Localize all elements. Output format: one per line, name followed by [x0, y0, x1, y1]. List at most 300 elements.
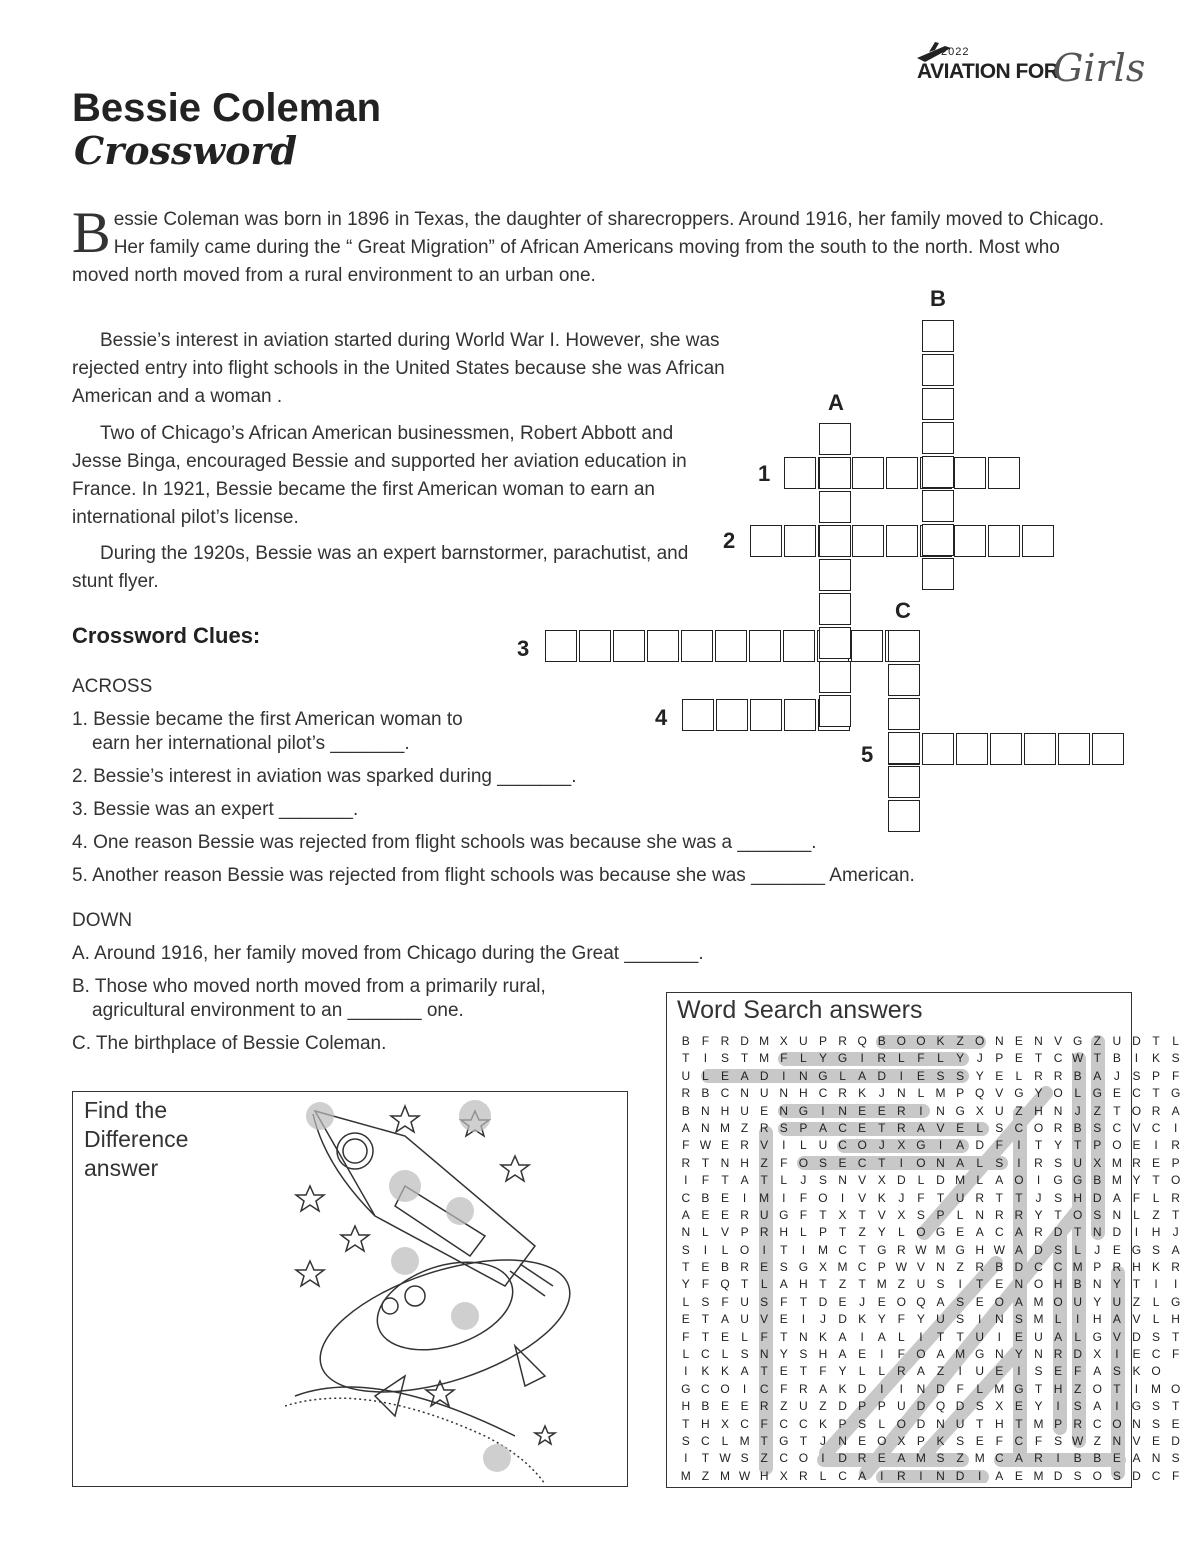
- word-search-letter: B: [877, 1034, 886, 1048]
- word-search-letter: G: [1073, 1173, 1083, 1188]
- word-search-letter: N: [1034, 1347, 1043, 1362]
- word-search-letter: S: [1073, 1399, 1082, 1414]
- word-search-letter: N: [1092, 1277, 1102, 1292]
- word-search-letter: F: [897, 1312, 905, 1327]
- word-search-letter: E: [858, 1120, 867, 1135]
- cell-across-5[interactable]: [956, 733, 988, 765]
- word-search-letter: E: [720, 1399, 729, 1414]
- word-search-letter: I: [1115, 1399, 1119, 1414]
- word-search-letter: R: [896, 1364, 906, 1379]
- word-search-letter: T: [976, 1416, 984, 1431]
- cell-across-2[interactable]: [818, 525, 850, 557]
- word-search-letter: Q: [916, 1294, 926, 1309]
- word-search-letter: E: [838, 1155, 847, 1170]
- word-search-letter: X: [1093, 1155, 1102, 1170]
- word-search-letter: F: [819, 1364, 827, 1379]
- cell-down-b[interactable]: [922, 456, 954, 488]
- cell-across-5[interactable]: [1058, 733, 1090, 765]
- word-search-letter: L: [1074, 1242, 1082, 1257]
- word-search-letter: T: [1034, 1051, 1043, 1066]
- cell-across-2[interactable]: [750, 525, 782, 557]
- word-search-letter: L: [897, 1225, 905, 1240]
- word-search-letter: C: [1053, 1051, 1063, 1066]
- word-search-letter: A: [1014, 1294, 1023, 1309]
- drop-cap: B: [72, 200, 111, 265]
- word-search-letter: Z: [780, 1399, 788, 1414]
- cell-across-3[interactable]: [749, 630, 781, 662]
- cell-across-2[interactable]: [954, 525, 986, 557]
- word-search-letter: V: [858, 1190, 867, 1205]
- word-search-letter: F: [721, 1294, 729, 1309]
- intro-paragraph-1-text: essie Coleman was born in 1896 in Texas, the daughter of sharecroppers. Around 1916, her family moved to Chicago. Her family came during the “ Great Migration” of African Americans moving from the south to the north. Most who moved north moved from a rural environment to an urban one.: [72, 209, 1105, 286]
- clue-across-2: 2. Bessie’s interest in aviation was sparked during _______.: [72, 766, 577, 787]
- cell-down-b[interactable]: [922, 524, 954, 556]
- word-search-letter: I: [860, 1051, 864, 1066]
- word-search-letter: F: [682, 1329, 690, 1344]
- word-search-letter: Y: [818, 1051, 827, 1066]
- word-search-letter: M: [759, 1034, 770, 1048]
- word-search-letter: S: [1152, 1399, 1161, 1414]
- word-search-letter: A: [897, 1451, 906, 1466]
- word-search-letter: C: [1053, 1260, 1063, 1275]
- cell-down-c[interactable]: [888, 664, 920, 696]
- word-search-letter: V: [760, 1138, 769, 1153]
- cell-across-1[interactable]: [954, 457, 986, 489]
- word-search-letter: O: [896, 1294, 906, 1309]
- word-search-letter: I: [1017, 1155, 1021, 1170]
- word-search-letter: M: [1151, 1381, 1162, 1396]
- word-search-letter: I: [742, 1381, 747, 1396]
- word-search-letter: Z: [701, 1468, 710, 1483]
- word-search-letter: O: [916, 1347, 926, 1362]
- word-search-letter: N: [1112, 1433, 1122, 1448]
- word-search-letter: S: [740, 1451, 749, 1466]
- word-search-letter: N: [838, 1173, 847, 1188]
- cell-across-3[interactable]: [579, 630, 611, 662]
- word-search-letter: U: [1112, 1294, 1122, 1309]
- word-search-letter: H: [1073, 1190, 1082, 1205]
- word-search-row: [676, 1294, 1185, 1311]
- logo-main-text: AVIATION FOR: [917, 60, 1059, 83]
- cell-across-4[interactable]: [682, 699, 714, 731]
- word-search-letter: I: [1076, 1312, 1080, 1327]
- word-search-letter: U: [740, 1312, 749, 1327]
- word-search-letter: T: [1132, 1277, 1141, 1292]
- cell-down-b[interactable]: [922, 558, 954, 590]
- word-search-letter: D: [975, 1138, 985, 1153]
- word-search-letter: B: [1093, 1173, 1102, 1188]
- word-search-letter: L: [956, 1207, 964, 1222]
- cell-across-3[interactable]: [851, 630, 883, 662]
- word-search-letter: F: [780, 1155, 788, 1170]
- word-search-letter: T: [1015, 1190, 1023, 1205]
- word-search-letter: L: [897, 1329, 905, 1344]
- word-search-letter: E: [1112, 1242, 1121, 1257]
- cell-across-3[interactable]: [613, 630, 645, 662]
- word-search-letter: L: [721, 1433, 729, 1448]
- word-search-letter: F: [780, 1294, 788, 1309]
- cell-across-2[interactable]: [784, 525, 816, 557]
- word-search-letter: D: [740, 1034, 749, 1048]
- cell-across-2[interactable]: [886, 525, 918, 557]
- word-search-letter: R: [877, 1051, 887, 1066]
- intro-paragraph-1: [72, 200, 1122, 290]
- cell-across-4[interactable]: [750, 699, 782, 731]
- word-search-letter: I: [880, 1347, 884, 1362]
- word-search-letter: T: [760, 1364, 768, 1379]
- word-search-letter: C: [1092, 1416, 1102, 1431]
- word-search-letter: B: [1073, 1120, 1082, 1135]
- word-search-letter: O: [877, 1433, 887, 1448]
- cell-down-a[interactable]: [819, 593, 851, 625]
- cell-across-4[interactable]: [716, 699, 748, 731]
- clue-down-c: C. The birthplace of Bessie Coleman.: [72, 1033, 387, 1054]
- word-search-letter: P: [877, 1399, 886, 1414]
- word-search-letter: Z: [936, 1364, 945, 1379]
- word-search-letter: C: [994, 1451, 1004, 1466]
- word-search-letter: L: [721, 1242, 729, 1257]
- word-search-letter: L: [1074, 1086, 1082, 1101]
- cell-across-3[interactable]: [817, 630, 849, 662]
- cell-across-1[interactable]: [852, 457, 884, 489]
- word-search-letter: S: [681, 1242, 690, 1257]
- word-search-letter: S: [916, 1207, 925, 1222]
- word-search-letter: T: [799, 1433, 808, 1448]
- word-search-letter: I: [801, 1242, 806, 1257]
- word-search-letter: R: [1112, 1260, 1122, 1275]
- cell-across-1[interactable]: [886, 457, 918, 489]
- word-search-letter: Z: [740, 1120, 749, 1135]
- word-search-letter: U: [759, 1086, 769, 1101]
- word-search-letter: R: [1053, 1068, 1063, 1083]
- word-search-letter: O: [1112, 1416, 1122, 1431]
- word-search-letter: R: [759, 1120, 769, 1135]
- word-search-letter: E: [779, 1364, 788, 1379]
- cell-down-a[interactable]: [819, 695, 851, 727]
- word-search-letter: X: [897, 1207, 906, 1222]
- word-search-letter: O: [1014, 1173, 1024, 1188]
- cell-down-c[interactable]: [888, 766, 920, 798]
- word-search-letter: T: [936, 1190, 945, 1205]
- word-search-letter: R: [740, 1207, 749, 1222]
- word-search-letter: X: [877, 1173, 886, 1188]
- word-search-letter: T: [858, 1242, 866, 1257]
- cell-down-a[interactable]: [819, 457, 851, 489]
- word-search-letter: B: [701, 1190, 710, 1205]
- word-search-letter: Z: [956, 1451, 964, 1466]
- cell-across-3[interactable]: [681, 630, 713, 662]
- word-search-letter: Z: [1074, 1381, 1082, 1396]
- word-search-letter: T: [1074, 1225, 1082, 1240]
- word-search-letter: W: [738, 1468, 751, 1483]
- word-search-letter: G: [798, 1260, 809, 1275]
- cell-down-c[interactable]: [888, 630, 920, 662]
- word-search-letter: M: [1033, 1312, 1044, 1327]
- word-search-letter: R: [681, 1086, 691, 1101]
- word-search-letter: O: [916, 1034, 926, 1048]
- word-search-letter: F: [1171, 1347, 1180, 1362]
- word-search-letter: R: [720, 1034, 730, 1048]
- cell-down-c[interactable]: [888, 800, 920, 832]
- word-search-letter: R: [994, 1207, 1004, 1222]
- word-search-letter: I: [919, 1329, 923, 1344]
- word-search-letter: C: [1112, 1120, 1122, 1135]
- word-search-letter: E: [760, 1103, 769, 1118]
- cell-across-3[interactable]: [783, 630, 815, 662]
- cell-across-3[interactable]: [647, 630, 679, 662]
- cell-across-1[interactable]: [920, 457, 952, 489]
- word-search-letter: E: [779, 1312, 788, 1327]
- cell-across-2[interactable]: [988, 525, 1020, 557]
- word-search-letter: V: [858, 1173, 867, 1188]
- cell-across-5[interactable]: [1024, 733, 1056, 765]
- cell-down-b[interactable]: [922, 388, 954, 420]
- word-search-letter: O: [798, 1451, 809, 1466]
- word-search-letter: T: [799, 1364, 808, 1379]
- word-search-letter: N: [1092, 1225, 1102, 1240]
- cell-across-5[interactable]: [1092, 733, 1124, 765]
- word-search-letter: N: [936, 1155, 945, 1170]
- word-search-letter: K: [818, 1416, 827, 1431]
- cell-down-a[interactable]: [819, 559, 851, 591]
- word-search-letter: H: [1053, 1277, 1063, 1292]
- word-search-letter: G: [779, 1207, 789, 1222]
- word-search-letter: C: [799, 1416, 808, 1431]
- word-search-letter: A: [740, 1068, 749, 1083]
- word-search-letter: S: [1112, 1364, 1121, 1379]
- clue-across-1-line1: 1. Bessie became the first American woman to: [72, 709, 463, 730]
- word-search-letter: K: [818, 1329, 827, 1344]
- word-search-letter: M: [1033, 1294, 1044, 1309]
- word-search-letter: P: [1171, 1155, 1180, 1170]
- clue-across-4: 4. One reason Bessie was rejected from flight schools was because she was a _______.: [72, 832, 817, 853]
- word-search-letter: S: [720, 1051, 729, 1066]
- word-search-letter: F: [995, 1433, 1003, 1448]
- word-search-letter: S: [740, 1347, 749, 1362]
- word-search-letter: A: [838, 1329, 847, 1344]
- clues-heading: Crossword Clues:: [72, 623, 261, 648]
- cell-across-4[interactable]: [818, 699, 850, 731]
- word-search-letter: L: [917, 1173, 925, 1188]
- word-search-letter: Y: [975, 1068, 984, 1083]
- word-search-letter: R: [1053, 1347, 1063, 1362]
- cell-down-a[interactable]: [819, 661, 851, 693]
- word-search-letter: I: [880, 1468, 884, 1483]
- cell-down-c[interactable]: [888, 732, 920, 764]
- word-search-letter: H: [975, 1242, 985, 1257]
- word-search-letter: K: [838, 1381, 847, 1396]
- word-search-letter: M: [1111, 1173, 1122, 1188]
- word-search-letter: X: [818, 1260, 827, 1275]
- word-search-letter: Y: [1132, 1173, 1141, 1188]
- word-search-letter: O: [916, 1225, 926, 1240]
- word-search-letter: T: [799, 1294, 808, 1309]
- intro-paragraph-4: During the 1920s, Bessie was an expert barnstormer, parachutist, and stunt flyer.: [72, 543, 689, 592]
- word-search-letter: E: [838, 1294, 847, 1309]
- word-search-letter: O: [1033, 1277, 1044, 1292]
- cell-across-2[interactable]: [920, 525, 952, 557]
- word-search-letter: E: [1014, 1034, 1023, 1048]
- word-search-row: [676, 1207, 1185, 1224]
- cell-across-3[interactable]: [545, 630, 577, 662]
- cell-down-b[interactable]: [922, 490, 954, 522]
- word-search-letter: Z: [897, 1277, 905, 1292]
- word-search-letter: A: [1093, 1399, 1102, 1414]
- word-search-letter: I: [1134, 1381, 1139, 1396]
- cell-across-3[interactable]: [885, 630, 917, 662]
- word-search-letter: Y: [1112, 1277, 1121, 1292]
- word-search-letter: C: [740, 1416, 749, 1431]
- word-search-letter: E: [877, 1451, 886, 1466]
- cell-across-4[interactable]: [784, 699, 816, 731]
- word-search-letter: S: [1152, 1416, 1161, 1431]
- word-search-letter: A: [1014, 1451, 1023, 1466]
- word-search-letter: G: [1092, 1329, 1102, 1344]
- page-title: Bessie Coleman: [72, 86, 382, 130]
- word-search-letter: U: [975, 1329, 985, 1344]
- word-search-letter: D: [838, 1312, 847, 1327]
- word-search-letter: N: [896, 1086, 906, 1101]
- cell-across-5[interactable]: [990, 733, 1022, 765]
- word-search-letter: J: [859, 1294, 866, 1309]
- word-search-letter: A: [1171, 1103, 1180, 1118]
- cell-across-3[interactable]: [715, 630, 747, 662]
- word-search-grid: [676, 1033, 1185, 1485]
- word-search-letter: J: [878, 1086, 885, 1101]
- word-search-letter: D: [916, 1416, 926, 1431]
- word-search-letter: G: [798, 1103, 809, 1118]
- word-search-letter: U: [681, 1068, 691, 1083]
- word-search-letter: C: [1151, 1347, 1161, 1362]
- word-search-row: [676, 1155, 1185, 1172]
- word-search-letter: E: [877, 1294, 886, 1309]
- cell-across-2[interactable]: [1022, 525, 1054, 557]
- word-search-letter: M: [759, 1190, 770, 1205]
- word-search-letter: J: [800, 1173, 807, 1188]
- cell-across-5[interactable]: [922, 733, 954, 765]
- word-search-letter: W: [993, 1242, 1005, 1257]
- word-search-letter: Y: [681, 1277, 690, 1292]
- cell-across-5[interactable]: [888, 733, 920, 765]
- word-search-letter: N: [701, 1120, 710, 1135]
- word-search-letter: N: [994, 1347, 1004, 1362]
- word-search-letter: J: [898, 1190, 905, 1205]
- cell-across-2[interactable]: [852, 525, 884, 557]
- word-search-letter: N: [916, 1381, 926, 1396]
- word-search-letter: G: [935, 1225, 946, 1240]
- word-search-letter: T: [1152, 1034, 1160, 1048]
- cell-down-a[interactable]: [819, 627, 851, 659]
- word-search-letter: O: [720, 1381, 730, 1396]
- word-search-letter: K: [858, 1086, 867, 1101]
- clue-across-1-line2: earn her international pilot’s _______.: [92, 733, 410, 754]
- cell-down-a[interactable]: [819, 491, 851, 523]
- word-search-letter: S: [681, 1433, 690, 1448]
- word-search-letter: W: [699, 1138, 712, 1153]
- word-search-letter: S: [1132, 1068, 1141, 1083]
- word-search-letter: T: [936, 1329, 945, 1344]
- word-search-letter: Z: [1132, 1294, 1141, 1309]
- word-search-letter: A: [681, 1120, 690, 1135]
- word-search-letter: O: [1151, 1364, 1161, 1379]
- cell-across-1[interactable]: [818, 457, 850, 489]
- cell-down-b[interactable]: [922, 320, 954, 352]
- word-search-letter: O: [798, 1155, 809, 1170]
- word-search-row: [676, 1120, 1185, 1137]
- word-search-letter: Z: [1093, 1103, 1101, 1118]
- word-search-letter: C: [779, 1416, 789, 1431]
- word-search-letter: A: [995, 1468, 1004, 1483]
- cell-down-b[interactable]: [922, 354, 954, 386]
- page-subtitle: Crossword: [74, 128, 298, 173]
- label-down-c: C: [895, 598, 911, 623]
- cell-down-a[interactable]: [819, 423, 851, 455]
- word-search-letter: A: [818, 1381, 827, 1396]
- word-search-letter: I: [821, 1451, 825, 1466]
- word-search-letter: O: [1131, 1103, 1142, 1118]
- word-search-letter: O: [1092, 1468, 1102, 1483]
- word-search-letter: I: [1017, 1364, 1021, 1379]
- word-search-letter: A: [818, 1120, 827, 1135]
- word-search-letter: D: [955, 1468, 965, 1483]
- word-search-letter: J: [1035, 1190, 1042, 1205]
- word-search-letter: F: [799, 1190, 808, 1205]
- word-search-letter: A: [1171, 1242, 1180, 1257]
- word-search-letter: I: [1134, 1225, 1139, 1240]
- word-search-letter: B: [681, 1034, 690, 1048]
- across-heading: ACROSS: [72, 676, 153, 697]
- word-search-row: [676, 1103, 1185, 1120]
- cell-down-b[interactable]: [922, 422, 954, 454]
- word-search-letter: R: [1171, 1260, 1180, 1275]
- word-search-letter: T: [721, 1173, 729, 1188]
- word-search-letter: E: [740, 1399, 749, 1414]
- word-search-letter: A: [779, 1277, 788, 1292]
- word-search-letter: S: [975, 1399, 984, 1414]
- word-search-letter: S: [779, 1260, 788, 1275]
- cell-across-1[interactable]: [784, 457, 816, 489]
- cell-down-c[interactable]: [888, 698, 920, 730]
- word-search-letter: A: [1054, 1329, 1063, 1344]
- word-search-letter: N: [740, 1086, 749, 1101]
- aviation-for-girls-logo: [915, 38, 1145, 100]
- word-search-letter: P: [1152, 1068, 1161, 1083]
- word-search-letter: P: [1093, 1138, 1102, 1153]
- word-search-letter: I: [919, 1103, 923, 1118]
- word-search-letter: T: [740, 1277, 749, 1292]
- word-search-letter: L: [702, 1068, 709, 1083]
- word-search-letter: Z: [858, 1225, 866, 1240]
- word-search-letter: K: [936, 1034, 945, 1048]
- word-search-letter: O: [896, 1034, 906, 1048]
- word-search-letter: C: [1132, 1086, 1141, 1101]
- word-search-letter: R: [975, 1260, 985, 1275]
- word-search-letter: M: [739, 1433, 750, 1448]
- word-search-letter: I: [938, 1138, 943, 1153]
- cell-across-1[interactable]: [988, 457, 1020, 489]
- word-search-letter: F: [682, 1138, 690, 1153]
- word-search-letter: Y: [1034, 1207, 1043, 1222]
- word-search-letter: G: [877, 1242, 887, 1257]
- word-search-letter: Y: [1034, 1086, 1043, 1101]
- word-search-letter: R: [1014, 1207, 1024, 1222]
- word-search-letter: M: [915, 1451, 926, 1466]
- word-search-letter: H: [799, 1277, 808, 1292]
- word-search-letter: E: [1171, 1416, 1180, 1431]
- word-search-letter: E: [720, 1329, 729, 1344]
- word-search-letter: A: [936, 1347, 945, 1362]
- cell-down-a[interactable]: [819, 525, 851, 557]
